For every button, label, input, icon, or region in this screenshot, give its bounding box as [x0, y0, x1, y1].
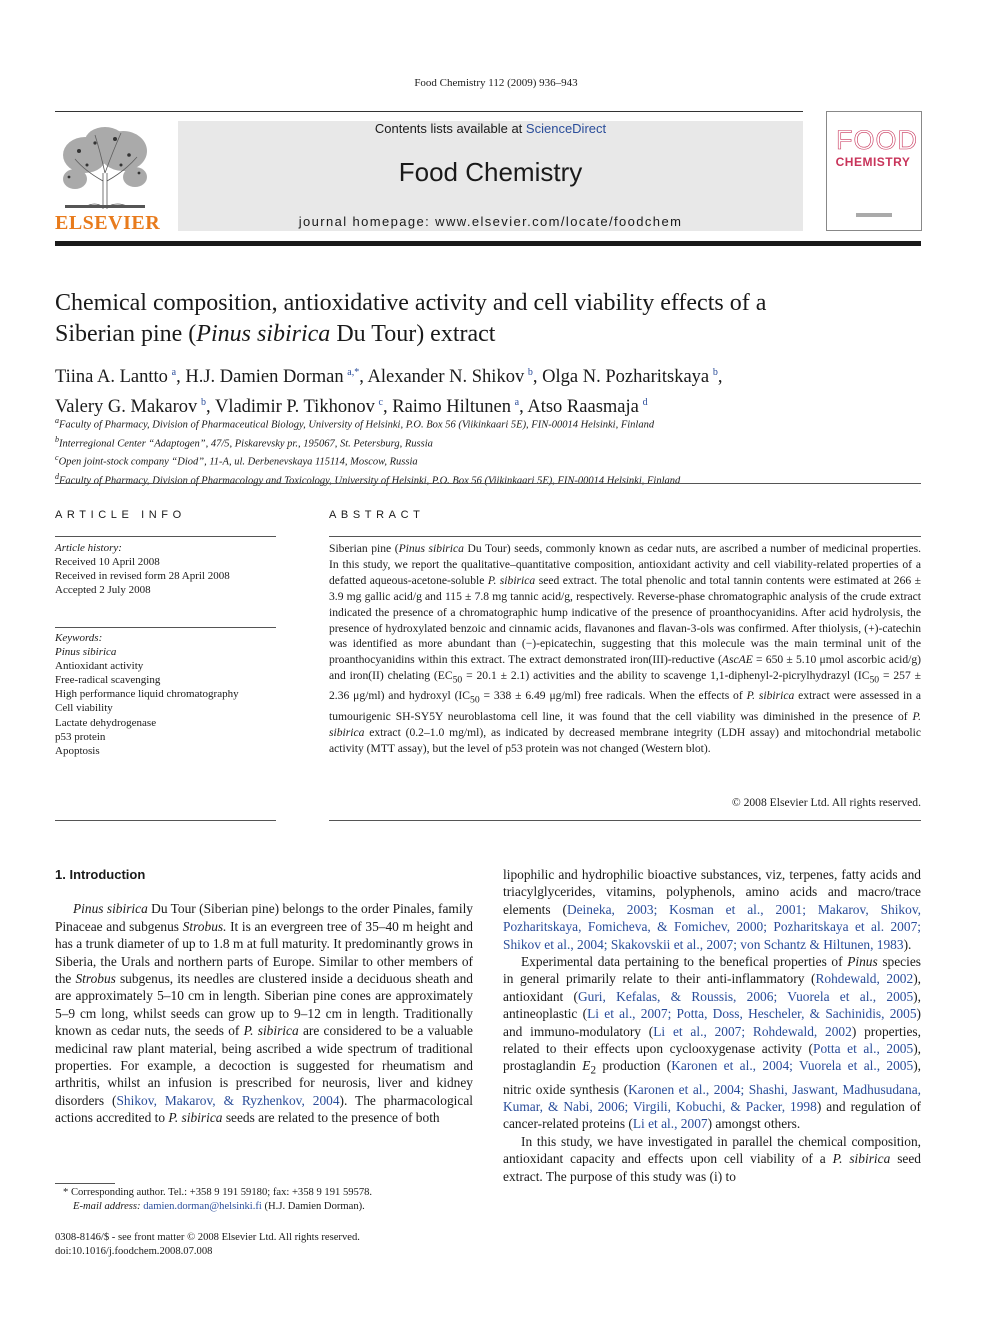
- author: Tiina A. Lantto: [55, 367, 168, 388]
- keyword: p53 protein: [55, 730, 106, 743]
- author-separator: ,: [383, 397, 393, 418]
- header-thick-rule: [55, 241, 921, 246]
- affiliation: [55, 451, 921, 470]
- citation-link[interactable]: Karonen et al., 2004; Vuorela et al., 2005: [671, 1058, 914, 1074]
- article-history: [55, 541, 276, 597]
- body-column-left: [55, 866, 473, 1127]
- citation-link[interactable]: Shikov, Makarov, & Ryzhenkov, 2004: [116, 1092, 340, 1108]
- page-footer: [55, 1231, 473, 1259]
- doi-line[interactable]: doi:10.1016/j.foodchem.2008.07.008: [55, 1246, 213, 1258]
- author-affil-mark[interactable]: c: [378, 397, 383, 409]
- citation-link[interactable]: Deineka, 2003; Kosman et al., 2001; Makarov, Shikov, Pozharitskaya, Fomicheva, & Fomichev, 2000; Pozharitskaya et al. 2007; Shikov et al., 2004; Skakovskii et al., 2007; von Schantz & Hiltunen, 1983: [503, 901, 921, 952]
- affiliation-text: Faculty of Pharmacy, Division of Pharmaceutical Biology, University of Helsinki, P.O. Box 56 (Viikinkaari 5E), FIN-00014 Helsinki, Finland: [59, 419, 655, 431]
- author-affil-mark[interactable]: b: [201, 397, 207, 409]
- journal-title: Food Chemistry: [398, 157, 583, 187]
- email-link[interactable]: damien.dorman@helsinki.fi: [143, 1201, 262, 1213]
- section-rule: [55, 483, 921, 484]
- citation-link[interactable]: Li et al., 2007; Rohdewald, 2002: [653, 1023, 852, 1039]
- title-part-1: Chemical composition, antioxidative activity and cell viability effects of a Siberian pine (: [55, 290, 767, 347]
- author: Raimo Hiltunen: [392, 397, 511, 418]
- citation-link[interactable]: Karonen et al., 2004; Shashi, Jaswant, Madhusudana, Kumar, & Nabi, 2006; Virgili, Kobuchi, & Packer, 1998: [503, 1081, 921, 1114]
- author: Atso Raasmaja: [527, 397, 639, 418]
- author-affil-mark[interactable]: b: [527, 367, 533, 378]
- body-column-right: [503, 866, 921, 1185]
- affiliation-mark: d: [55, 472, 59, 482]
- issn-line: 0308-8146/$ - see front matter © 2008 Elsevier Ltd. All rights reserved.: [55, 1232, 360, 1243]
- body-paragraph: lipophilic and hydrophilic bioactive substances, viz, terpenes, fatty acids and triacylglycerides, vitamins, polyphenols, amino acids and macro/trace elements (Deineka, 2003; Kosman et al., 2001; Makarov, Shikov, Pozharitskaya, Fomicheva, & Fomichev, 2000; Pozharitskaya et al. 2007; Shikov et al., 2004; Skakovskii et al., 2007; von Schantz & Hiltunen, 1983).: [503, 867, 921, 952]
- author-affil-mark[interactable]: a: [171, 367, 177, 378]
- affiliation-mark: b: [55, 434, 59, 444]
- affiliation: [55, 470, 921, 489]
- keyword: Cell viability: [55, 702, 113, 715]
- affiliation-text: Interregional Center “Adaptogen”, 47/5, Piskarevsky pr., 195067, St. Petersburg, Russia: [59, 438, 433, 450]
- author: Vladimir P. Tikhonov: [214, 397, 375, 418]
- author-separator: ,: [359, 367, 368, 388]
- author: Olga N. Pozharitskaya: [542, 367, 710, 388]
- keyword: Free-radical scavenging: [55, 674, 161, 687]
- citation-link[interactable]: Guri, Kefalas, & Roussis, 2006; Vuorela et al., 2005: [577, 988, 914, 1004]
- history-label: Article history:: [55, 542, 122, 554]
- contents-line: [178, 121, 803, 136]
- top-rule: [55, 111, 803, 112]
- author-separator: ,: [532, 367, 543, 388]
- author-affil-mark[interactable]: a,*: [347, 367, 360, 378]
- keyword: Lactate dehydrogenase: [55, 716, 157, 729]
- body-paragraph: In this study, we have investigated in parallel the chemical composition, antioxidant capacity and effects upon cell viability of a P. sibirica seed extract. The purpose of this study was (i) to: [503, 1133, 921, 1184]
- article-info-rule: [55, 536, 276, 537]
- affiliation: [55, 414, 921, 433]
- author-separator: ,: [519, 397, 528, 418]
- affiliation-mark: c: [55, 453, 59, 463]
- contents-prefix: Contents lists available at: [374, 121, 523, 136]
- abstract-rule: [329, 536, 921, 537]
- title-part-2: Du Tour) extract: [330, 321, 496, 347]
- citation-link[interactable]: Rohdewald, 2002: [815, 971, 914, 987]
- abstract-heading: ABSTRACT: [329, 509, 425, 521]
- author: Alexander N. Shikov: [367, 367, 525, 388]
- keyword: Antioxidant activity: [55, 660, 144, 673]
- keywords: [55, 631, 276, 758]
- elsevier-wordmark[interactable]: ELSEVIER: [55, 212, 161, 234]
- footnote: [55, 1186, 473, 1214]
- keyword: Apoptosis: [55, 744, 100, 757]
- journal-homepage[interactable]: journal homepage: www.elsevier.com/locate/foodchem: [298, 214, 683, 229]
- affiliations: [55, 414, 921, 489]
- body-paragraph: Experimental data pertaining to the benefical properties of Pinus species in general primarily relate to their anti-inflammatory (Rohdewald, 2002), antioxidant (Guri, Kefalas, & Roussis, 2006; Vuorela et al., 2005), antineoplastic (Li et al., 2007; Potta, Doss, Hescheler, & Sachinidis, 2005) and immuno-modulatory (Li et al., 2007; Rohdewald, 2002) properties, related to their effects upon cyclooxygenase activity (Potta et al., 2005), prostaglandin $E_2$ production (Karonen et al., 2004; Vuorela et al., 2005), nitric oxide synthesis (Karonen et al., 2004; Shashi, Jaswant, Madhusudana, Kumar, & Nabi, 2006; Virgili, Kobuchi, & Packer, 1998) and regulation of cancer-related proteins (Li et al., 2007) amongst others.: [503, 954, 921, 1132]
- author-list: [55, 360, 921, 420]
- article-info-rule: [55, 820, 276, 821]
- footnote-rule: [55, 1183, 115, 1184]
- author: Valery G. Makarov: [55, 397, 198, 418]
- keyword: High performance liquid chromatography: [55, 688, 239, 701]
- author: H.J. Damien Dorman: [185, 367, 344, 388]
- citation-link[interactable]: Potta et al., 2005: [813, 1041, 914, 1057]
- email-line: [55, 1200, 473, 1214]
- author-affil-mark[interactable]: b: [712, 367, 718, 378]
- author-affil-mark[interactable]: d: [642, 397, 648, 409]
- affiliation-text: Faculty of Pharmacy, Division of Pharmacology and Toxicology, University of Helsinki, P.O. Box 56 (Viikinkaari 5E), FIN-00014 Helsinki, Finland: [59, 475, 681, 487]
- affiliation-mark: a: [55, 416, 59, 425]
- cover-publisher-mark: [856, 213, 892, 217]
- body-paragraph: Pinus sibirica Du Tour (Siberian pine) belongs to the order Pinales, family Pinaceae and subgenus Strobus. It is an evergreen tree of 35–40 m height and has a trunk diameter of up to 1.8 m at full maturity. It predominantly grows in Siberia, the Urals and northern parts of Europe. Similar to other members of the Strobus subgenus, its needles are clustered inside a deciduous sheath and are approximately 5–10 cm in length. Siberian pine cones are approximately 5–9 cm long, whilst seeds can grow up to 9–12 cm in length. Traditionally known as cedar nuts, the seeds of P. sibirica are considered to be a valuable medicinal raw plant material, being ascribed a wide spectrum of traditional properties. For example, a decoction is suggested for rheumatism and arthritis, whilst an infusion is prescribed for neurosis, liver and kidney disorders (Shikov, Makarov, & Ryzhenkov, 2004). The pharmacological actions accredited to P. sibirica seeds are related to the presence of both: [55, 901, 474, 1126]
- keywords-label: Keywords:: [55, 632, 103, 644]
- citation-link[interactable]: Li et al., 2007: [632, 1116, 708, 1132]
- citation-link[interactable]: Li et al., 2007; Potta, Doss, Hescheler, & Sachinidis, 2005: [587, 1006, 917, 1022]
- author-affil-mark[interactable]: a: [514, 397, 520, 409]
- affiliation: [55, 433, 921, 452]
- keyword: Pinus sibirica: [55, 646, 117, 659]
- history-item: Accepted 2 July 2008: [55, 584, 151, 597]
- corresponding-author: * Corresponding author. Tel.: +358 9 191 59180; fax: +358 9 191 59578.: [63, 1187, 373, 1198]
- email-label: E-mail address:: [73, 1201, 141, 1213]
- title-species: Pinus sibirica: [196, 321, 331, 347]
- history-item: Received 10 April 2008: [55, 556, 160, 569]
- abstract-text: Siberian pine (Pinus sibirica Du Tour) seeds, commonly known as cedar nuts, are ascribed a number of medicinal properties. In this study, we report the qualitative–quantitative composition, antioxidant activity and cell viability-related properties of a defatted aqueous-acetone-soluble P. sibirica seed extract. The total phenolic and total tannin contents were estimated at 266 ± 3.9 mg gallic acid/g and 115 ± 7.8 mg tannic acid/g, respectively. Reverse-phase chromatographic analysis of the crude extract indicated the presence of a chromatographic hump indicative of the presence of proanthocyanidins. After acid hydrolysis, the presence of hydroxylated benzoic and cinnamic acids, flavanones and flavan-3-ols was confirmed. After thiolysis, (+)-catechin was identified as more abundant than (−)-epicatechin, suggesting that this molecule was the main terminal unit of the proanthocyanidins within this extract. The extract demonstrated iron(III)-reductive (AscAE = 650 ± 5.10 μmol ascorbic acid/g) and iron(II) chelating $(EC_{50} = 20.1 \pm 2.1)$ activities and the ability to scavenge 1,1-diphenyl-2-picrylhydrazyl ($IC_{50} = 257 \pm 2.36$ μg/ml) and hydroxyl ($IC_{50} = 338 \pm 6.49$ μg/ml) free radicals. When the effects of P. sibirica extract were assessed in a tumourigenic SH-SY5Y neuroblastoma cell line, it was found that the cell viability was diminished in the presence of P. sibirica extract (0.2–1.0 mg/ml), as indicated by decreased membrane integrity (LDH assay) and mitochondrial metabolic activity (MTT assay), but the level of p53 protein was not changed (Western blot).: [329, 542, 922, 755]
- introduction-heading: 1. Introduction: [55, 867, 146, 882]
- author-separator: ,: [206, 397, 215, 418]
- cover-food-text: FOOD: [836, 125, 918, 155]
- article-title: [55, 288, 815, 350]
- journal-reference: Food Chemistry 112 (2009) 936–943: [414, 77, 578, 89]
- abstract-rule: [329, 820, 921, 821]
- affiliation-text: Open joint-stock company “Diod”, 11-A, ul. Derbenevskaya 115114, Moscow, Russia: [58, 456, 418, 468]
- article-info-rule: [55, 627, 276, 628]
- article-info-heading: ARTICLE INFO: [55, 509, 186, 521]
- abstract-copyright: © 2008 Elsevier Ltd. All rights reserved.: [731, 796, 921, 809]
- email-suffix: (H.J. Damien Dorman).: [261, 1201, 365, 1213]
- history-item: Received in revised form 28 April 2008: [55, 570, 230, 583]
- cover-chemistry-text: CHEMISTRY: [835, 155, 911, 169]
- author-separator: ,: [176, 367, 186, 388]
- author-separator: ,: [717, 367, 723, 388]
- sciencedirect-link[interactable]: ScienceDirect: [525, 121, 607, 136]
